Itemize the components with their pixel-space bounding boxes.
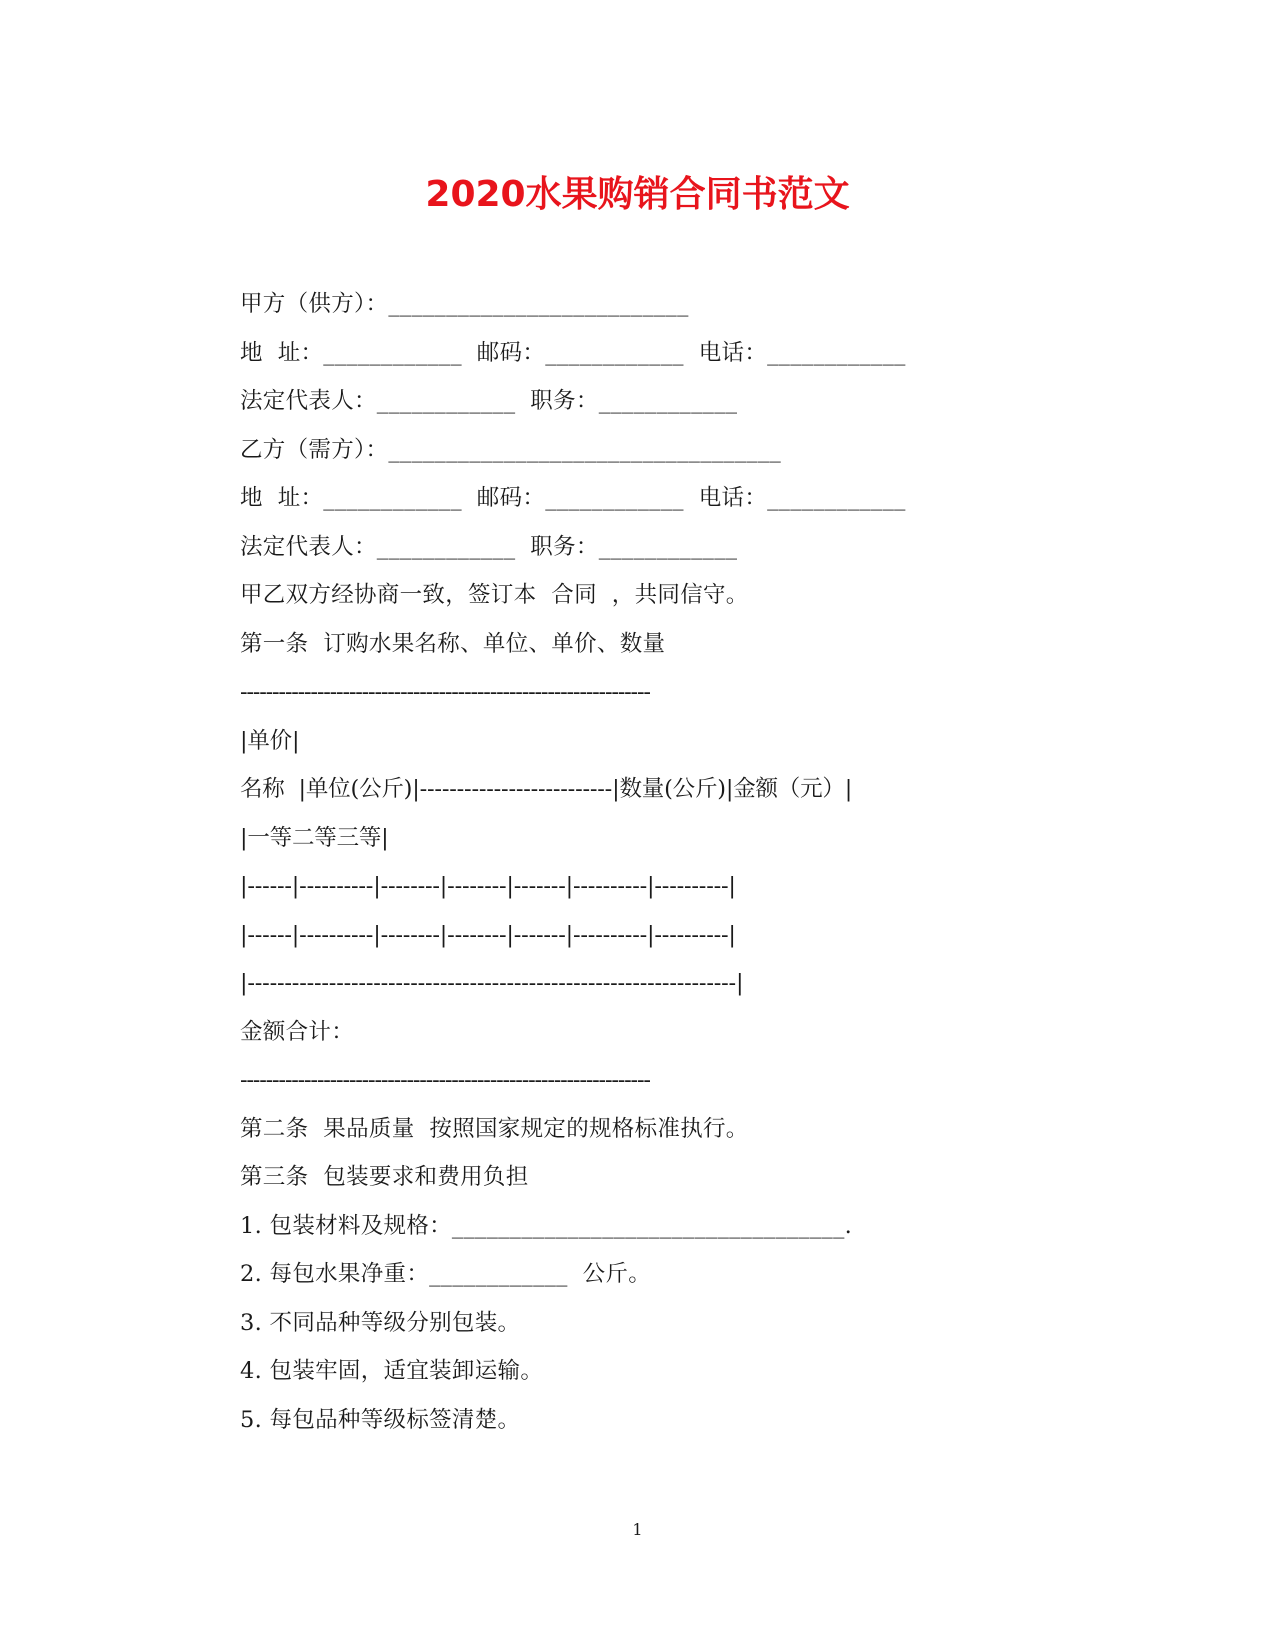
- party-b-representative-line: 法定代表人：____________ 职务：____________: [240, 533, 738, 560]
- article-2-line: 第二条 果品质量 按照国家规定的规格标准执行。: [240, 1115, 749, 1142]
- table-top-rule: ----------------------------------------------------------------: [240, 679, 650, 705]
- packaging-item-3: 3. 不同品种等级分别包装。: [240, 1309, 521, 1336]
- packaging-item-2: 2. 每包水果净重：____________ 公斤。: [240, 1261, 652, 1287]
- table-header-row-2: 名称 |单位(公斤)|--------------------------|数量(公斤)|金额（元）|: [240, 776, 853, 802]
- packaging-item-5: 5. 每包品种等级标签清楚。: [240, 1406, 521, 1433]
- party-a-address-line: 地 址：____________ 邮码：____________ 电话：____________: [240, 339, 906, 366]
- table-header-row-3: |一等二等三等|: [240, 824, 389, 851]
- party-a-line: 甲方（供方）：__________________________: [240, 291, 689, 317]
- document-title: 2020水果购销合同书范文: [425, 174, 850, 215]
- contract-body: [240, 280, 1060, 1444]
- table-row: |------|----------|--------|--------|-------|----------|----------|: [240, 873, 736, 899]
- table-bottom-rule: ----------------------------------------------------------------: [240, 1067, 650, 1093]
- packaging-item-4: 4. 包装牢固，适宜装卸运输。: [240, 1358, 544, 1384]
- table-bottom-row: |------------------------------------------------------------------|: [240, 970, 744, 996]
- party-b-line: 乙方（需方）：__________________________________: [240, 436, 782, 463]
- packaging-item-1: 1. 包装材料及规格：__________________________________.: [240, 1212, 853, 1239]
- party-b-address-line: 地 址：____________ 邮码：____________ 电话：____________: [240, 485, 906, 511]
- table-row: |------|----------|--------|--------|-------|----------|----------|: [240, 921, 736, 948]
- party-a-representative-line: 法定代表人：____________ 职务：____________: [240, 388, 738, 414]
- article-1-heading: 第一条 订购水果名称、单位、单价、数量: [240, 630, 666, 657]
- page-number: 1: [632, 1520, 643, 1539]
- article-3-heading: 第三条 包装要求和费用负担: [240, 1164, 529, 1190]
- table-header-row-1: |单价|: [240, 727, 300, 754]
- total-amount-line: 金额合计：: [240, 1018, 355, 1045]
- agreement-statement: 甲乙双方经协商一致，签订本 合同 ，共同信守。: [240, 582, 749, 608]
